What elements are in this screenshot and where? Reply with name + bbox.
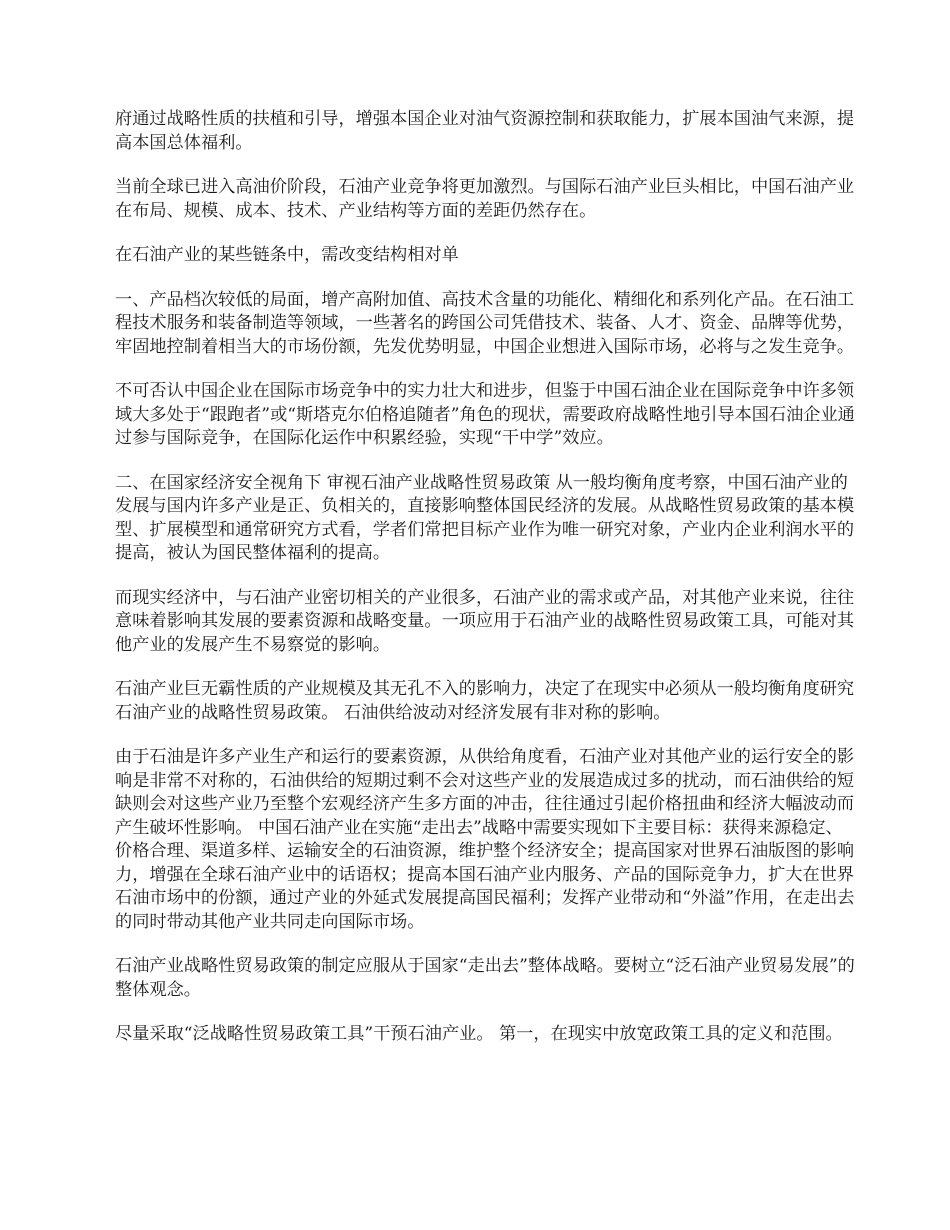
paragraph-1: 府通过战略性质的扶植和引导，增强本国企业对油气资源控制和获取能力，扩展本国油气来源，提高本国总体福利。 (115, 109, 855, 153)
paragraph-11: 尽量采取“泛战略性贸易政策工具”干预石油产业。 第一，在现实中放宽政策工具的定义和范围。 (115, 1024, 843, 1044)
paragraph-3: 在石油产业的某些链条中，需改变结构相对单 (115, 245, 459, 265)
document-body (115, 108, 855, 1068)
paragraph-7: 而现实经济中，与石油产业密切相关的产业很多，石油产业的需求或产品，对其他产业来说，往往意味着影响其发展的要素资源和战略变量。一项应用于石油产业的战略性贸易政策工具，可能对其他产业的发展产生不易察觉的影响。 (115, 587, 855, 655)
paragraph-9: 由于石油是许多产业生产和运行的要素资源，从供给角度看，石油产业对其他产业的运行安全的影响是非常不对称的，石油供给的短期过剩不会对这些产业的发展造成过多的扰动，而石油供给的短缺则会对这些产业乃至整个宏观经济产生多方面的冲击，往往通过引起价格扭曲和经济大幅波动而产生破坏性影响。 中国石油产业在实施“走出去”战略中需要实现如下主要目标：获得来源稳定、价格合理、渠道多样、运输安全的石油资源，维护整个经济安全；提高国家对世界石油版图的影响力，增强在全球石油产业中的话语权；提高本国石油产业内服务、产品的国际竞争力，扩大在世界石油市场中的份额，通过产业的外延式发展提高国民福利；发挥产业带动和“外溢”作用，在走出去的同时带动其他产业共同走向国际市场。 (115, 747, 855, 932)
paragraph-6: 二、在国家经济安全视角下 审视石油产业战略性贸易政策 从一般均衡角度考察，中国石油产业的发展与国内许多产业是正、负相关的，直接影响整体国民经济的发展。从战略性贸易政策的基本模型、扩展模型和通常研究方式看，学者们常把目标产业作为唯一研究对象，产业内企业利润水平的提高，被认为国民整体福利的提高。 (115, 472, 855, 563)
paragraph-5: 不可否认中国企业在国际市场竞争中的实力壮大和进步，但鉴于中国石油企业在国际竞争中许多领域大多处于“跟跑者”或“斯塔克尔伯格追随者”角色的现状，需要政府战略性地引导本国石油企业通过参与国际竞争，在国际化运作中积累经验，实现“干中学”效应。 (115, 381, 855, 448)
paragraph-8: 石油产业巨无霸性质的产业规模及其无孔不入的影响力，决定了在现实中必须从一般均衡角度研究石油产业的战略性贸易政策。 石油供给波动对经济发展有非对称的影响。 (115, 679, 855, 723)
paragraph-2: 当前全球已进入高油价阶段，石油产业竞争将更加激烈。与国际石油产业巨头相比，中国石油产业在布局、规模、成本、技术、产业结构等方面的差距仍然存在。 (115, 177, 855, 221)
paragraph-10: 石油产业战略性贸易政策的制定应服从于国家“走出去”整体战略。要树立“泛石油产业贸易发展”的整体观念。 (115, 956, 855, 1000)
paragraph-4: 一、产品档次较低的局面，增产高附加值、高技术含量的功能化、精细化和系列化产品。在石油工程技术服务和装备制造等领域，一些著名的跨国公司凭借技术、装备、人才、资金、品牌等优势，牢固地控制着相当大的市场份额，先发优势明显，中国企业想进入国际市场，必将与之发生竞争。 (115, 289, 855, 357)
